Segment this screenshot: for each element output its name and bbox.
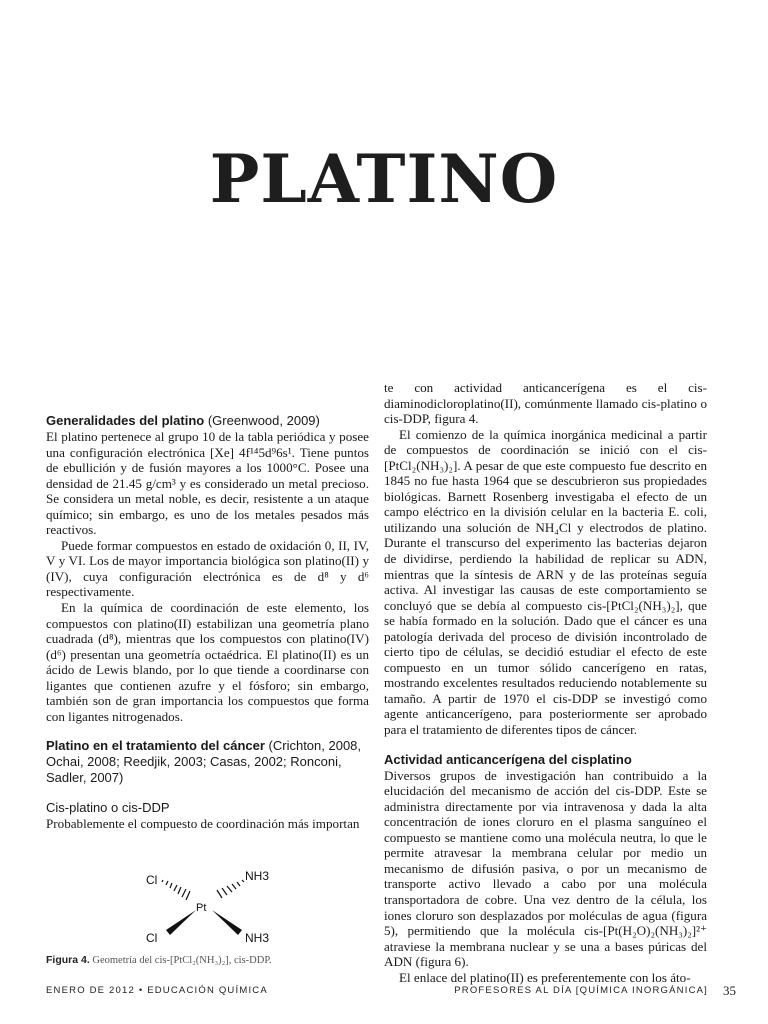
paragraph: El platino pertenece al grupo 10 de la tabla periódica y posee una configuración electrónica [Xe] 4f¹⁴5d⁹6s¹. Tiene puntos de ebullición y de fusión mayores a los 1000°C. Posee una densidad de 21.45 g/cm³ y es considerado un metal precioso. Se considera un metal noble, es decir, resistente a un ataque químico; sin embargo, es uno de los metales pesados más reactivos. (46, 429, 369, 538)
left-column (46, 413, 369, 967)
figure-cisplatin-structure (46, 846, 369, 950)
section-heading-tratamiento: Platino en el tratamiento del cáncer (Crichton, 2008, Ochai, 2008; Reedjik, 2003; Casas, 2002; Ronconi, Sadler, 2007) (46, 738, 362, 786)
paragraph-cisplatino-intro: Probablemente el compuesto de coordinación más importan (46, 816, 360, 832)
paragraph: En la química de coordinación de este elemento, los compuestos con platino(II) estabilizan una geometría plano cuadrada (d⁸), mientras que los compuestos con platino(IV) (d⁶) presentan una geometría octaédrica. El platino(II) es un ácido de Lewis blando, por lo que tiende a coordinarse con ligantes que contienen azufre y el fósforo; sin embargo, también son de gran importancia los compuestos que forma con ligantes nitrogenados. (46, 600, 369, 724)
paragraph-cisplatino-continued: te con actividad anticancerígena es el cis-diaminodicloroplatino(II), comúnmente llamado cis-platino o cis-DDP, figura 4. (384, 380, 707, 427)
page-title: PLATINO (209, 140, 559, 218)
paragraph: Diversos grupos de investigación han contribuido a la elucidación del mecanismo de acción del cis-DDP. Este se administra directamente por via intravenosa y dada la alta concentración de iones cloruro en el plasma sanguíneo el compuesto se mantiene como una molécula neutra, lo que le permite atravesar la membrana celular por medio un mecanismo de difusión pasiva, o por un mecanismo de transporte activo llevado a cabo por una molécula transportadora de cobre. Una vez dentro de la célula, los iones cloruro son desplazados por moléculas de agua (figura 5), permitiendo que la molécula cis-[Pt(H₂O)₂(NH₃)₂]²⁺ atraviese la membrana nuclear y se una a bases púricas del ADN (figura 6). (384, 767, 707, 970)
paragraph: Puede formar compuestos en estado de oxidación 0, II, IV, V y VI. Los de mayor importancia biológica son platino(II) y (IV), cuya configuración electrónica es de d⁸ y d⁶ respectivamente. (46, 537, 369, 600)
section-heading-actividad: Actividad anticancerígena del cisplatino (384, 751, 632, 767)
figure-caption: Figura 4. Geometría del cis-[PtCl₂(NH₃)₂], cis-DDP. (46, 953, 272, 966)
footer-journal: ENERO DE 2012 • EDUCACIÓN QUÍMICA (46, 985, 268, 996)
cl-bottom-label: Cl (146, 930, 158, 945)
paragraph: El comienzo de la química inorgánica medicinal a partir de compuestos de coordinación se inició con el cis-[PtCl₂(NH₃)₂]. A pesar de que este compuesto fue descrito en 1845 no fue hasta 1964 que se descubrieron sus propiedades biológicas. Barnett Rosenberg investigaba el efecto de un campo eléctrico en la división celular en la bacteria E. coli, utilizando una solución de NH₄Cl y electrodos de platino. Durante el transcurso del experimento las bacterias dejaron de dividirse, perdiendo la habilidad de replicar su ADN, mientras que la síntesis de ARN y de las proteínas seguía activa. Al investigar las causas de este comportamiento se concluyó que se debía al compuesto cis-[PtCl₂(NH₃)₂], que se había formado en la solución. Dado que el cáncer es una patología derivada del proceso de división incontrolado de cierto tipo de células, se decidió estudiar el efecto de este compuesto en un tumor sólido cancerígeno en ratas, mostrando excelentes resultados reduciendo notablemente su tamaño. A partir de 1970 el cis-DDP se investigó como agente anticancerígeno, para posteriormente ser aprobado para el tratamiento de diferentes tipos de cáncer. (384, 426, 707, 738)
subsection-heading-cisplatino: Cis-platino o cis-DDP (46, 800, 170, 816)
hashed-bond-cl-top (162, 880, 190, 900)
hashed-bond-nh3-top (217, 880, 244, 898)
page-number: 35 (723, 983, 736, 998)
right-column (384, 380, 707, 985)
cl-top-label: Cl (146, 872, 158, 887)
page-footer (46, 985, 736, 999)
nh3-top-label: NH3 (245, 868, 270, 883)
footer-section: PROFESORES AL DÍA [QUÍMICA INORGÁNICA] (454, 985, 708, 996)
paragraph: El enlace del platino(II) es preferentemente con los áto- (399, 969, 691, 985)
wedge-bond-cl-bottom (166, 910, 196, 935)
section-heading-generalidades: Generalidades del platino (Greenwood, 2009) (46, 413, 320, 428)
nh3-bottom-label: NH3 (245, 930, 270, 945)
wedge-bond-nh3-bottom (212, 910, 242, 935)
cisplatin-structure-diagram (46, 846, 369, 950)
pt-label: Pt (196, 901, 207, 914)
